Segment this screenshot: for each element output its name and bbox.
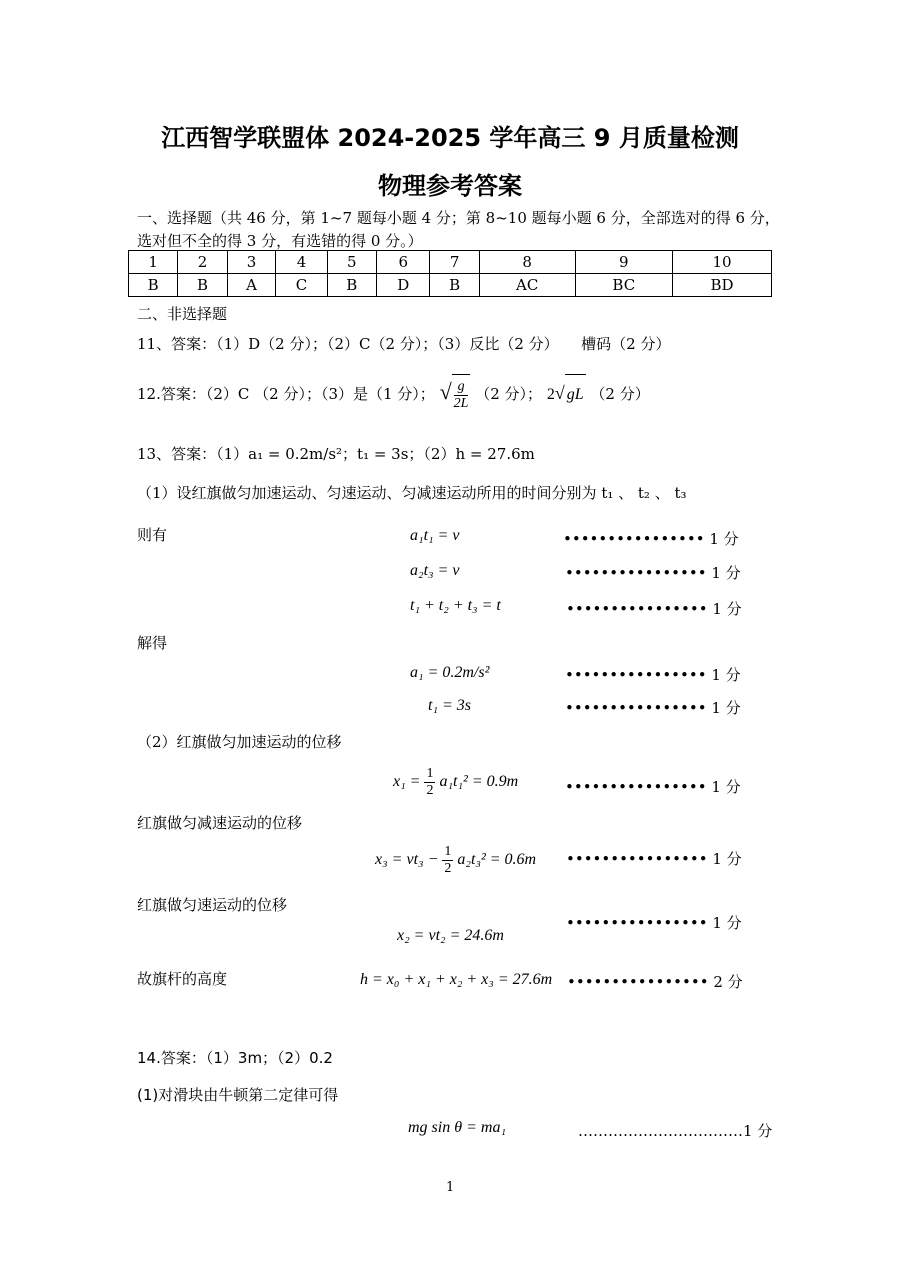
q13-eq1: a₁t₁ = v bbox=[410, 527, 460, 544]
question-number: 3 bbox=[227, 251, 276, 274]
page-number: 1 bbox=[446, 1180, 455, 1195]
q13-eq2: a₂t₃ = v bbox=[410, 562, 460, 579]
question-number: 5 bbox=[327, 251, 376, 274]
q13-uniform-label: 红旗做匀速运动的位移 bbox=[137, 896, 288, 914]
q13-eq7-lhs: x₃ = vt₃ − bbox=[375, 851, 439, 868]
q13-height-label: 故旗杆的高度 bbox=[137, 970, 228, 988]
q13-score: •••••••••••••••• 1 分 bbox=[565, 564, 741, 582]
page-title: 江西智学联盟体 2024-2025 学年高三 9 月质量检测 bbox=[161, 124, 739, 152]
q12-suffix: （2 分） bbox=[590, 385, 650, 403]
q13-score: •••••••••••••••• 2 分 bbox=[567, 973, 743, 991]
answer-table bbox=[128, 250, 772, 297]
q12-frac-num: g bbox=[454, 379, 469, 396]
question-number: 9 bbox=[575, 251, 673, 274]
question-number: 7 bbox=[430, 251, 479, 274]
q13-eq8: x₂ = vt₂ = 24.6m bbox=[397, 927, 504, 944]
question-number: 2 bbox=[178, 251, 227, 274]
answer-cell: B bbox=[129, 274, 178, 297]
q14-part1-intro: (1)对滑块由牛顿第二定律可得 bbox=[137, 1086, 339, 1104]
half-num: 1 bbox=[426, 765, 434, 781]
q13-eq6-lhs: x₁ = bbox=[393, 773, 421, 790]
q13-score: •••••••••••••••• 1 分 bbox=[565, 699, 741, 717]
q13-eq6-rhs: a₁t₁² = 0.9m bbox=[439, 773, 519, 790]
answer-cell: BD bbox=[673, 274, 772, 297]
page-subtitle: 物理参考答案 bbox=[378, 172, 522, 200]
question-number: 10 bbox=[673, 251, 772, 274]
q14-eq1: mg sin θ = ma₁ bbox=[408, 1119, 506, 1136]
q13-decel-label: 红旗做匀减速运动的位移 bbox=[137, 814, 303, 832]
q12-sqrt-body: gL bbox=[565, 374, 586, 415]
answer-cell: B bbox=[178, 274, 227, 297]
q13-then-label: 则有 bbox=[137, 526, 168, 544]
q12-mid: （2 分）； bbox=[475, 385, 543, 403]
q13-eq7-rhs: a₂t₃² = 0.6m bbox=[457, 851, 537, 868]
q14-score: ……………………………1 分 bbox=[578, 1122, 773, 1140]
answer-cell: D bbox=[376, 274, 429, 297]
answer-cell: BC bbox=[575, 274, 673, 297]
q13-score: •••••••••••••••• 1 分 bbox=[566, 850, 742, 868]
sqrt-sign: √ bbox=[439, 379, 452, 404]
q13-eq5: t₁ = 3s bbox=[428, 697, 472, 714]
question-number: 8 bbox=[479, 251, 575, 274]
q13-score: •••••••••••••••• 1 分 bbox=[566, 914, 742, 932]
q13-eq7 bbox=[375, 840, 536, 880]
q13-score: •••••••••••••••• 1 分 bbox=[565, 666, 741, 684]
section1-intro-line2: 选对但不全的得 3 分，有选错的得 0 分。） bbox=[137, 232, 423, 250]
q13-score: •••••••••••••••• 1 分 bbox=[566, 600, 742, 618]
q12-frac-den: 2L bbox=[453, 395, 469, 411]
half-den: 2 bbox=[426, 782, 434, 798]
q13-answer: 13、答案：（1）a₁ = 0.2m/s²；t₁ = 3s；（2）h = 27.6m bbox=[137, 445, 535, 463]
answer-table-answer-row bbox=[129, 274, 772, 297]
q13-score: •••••••••••••••• 1 分 bbox=[565, 778, 741, 796]
q11-answer: 11、答案：（1）D（2 分）；（2）C（2 分）；（3）反比（2 分） 槽码（2 分） bbox=[137, 335, 671, 353]
answer-cell: B bbox=[430, 274, 479, 297]
q13-eq9: h = x₀ + x₁ + x₂ + x₃ = 27.6m bbox=[360, 971, 553, 988]
answer-cell: AC bbox=[479, 274, 575, 297]
section1-intro-line1: 一、选择题（共 46 分，第 1~7 题每小题 4 分；第 8~10 题每小题 6 分，全部选对的得 6 分， bbox=[137, 209, 780, 227]
answer-cell: C bbox=[276, 274, 327, 297]
answer-table-number-row bbox=[129, 251, 772, 274]
q13-score: •••••••••••••••• 1 分 bbox=[563, 530, 739, 548]
section2-heading: 二、非选择题 bbox=[137, 305, 228, 323]
q13-eq4: a₁ = 0.2m/s² bbox=[410, 664, 490, 681]
q12-coef: 2 bbox=[546, 386, 555, 403]
answer-cell: A bbox=[227, 274, 276, 297]
question-number: 6 bbox=[376, 251, 429, 274]
q13-eq6 bbox=[393, 762, 518, 802]
q14-answer: 14.答案：（1）3m；（2）0.2 bbox=[137, 1049, 333, 1067]
question-number: 4 bbox=[276, 251, 327, 274]
q13-part1-intro: （1）设红旗做匀加速运动、匀速运动、匀减速运动所用的时间分别为 t₁ 、 t₂ 、 t₃ bbox=[137, 484, 687, 502]
q13-eq3: t₁ + t₂ + t₃ = t bbox=[410, 597, 501, 614]
q12-prefix: 12.答案：（2）C （2 分）；（3）是（1 分）； bbox=[137, 385, 435, 403]
half-den: 2 bbox=[444, 860, 452, 876]
answer-cell: B bbox=[327, 274, 376, 297]
q13-solve-label: 解得 bbox=[137, 634, 168, 652]
half-num: 1 bbox=[444, 843, 452, 859]
q12-answer: 12.答案：（2）C （2 分）；（3）是（1 分）； √ $\frac{g}{2L}$ （2 分）； 2√ gL （2 分） bbox=[137, 372, 650, 415]
question-number: 1 bbox=[129, 251, 178, 274]
q13-part2-intro: （2）红旗做匀加速运动的位移 bbox=[137, 733, 342, 751]
